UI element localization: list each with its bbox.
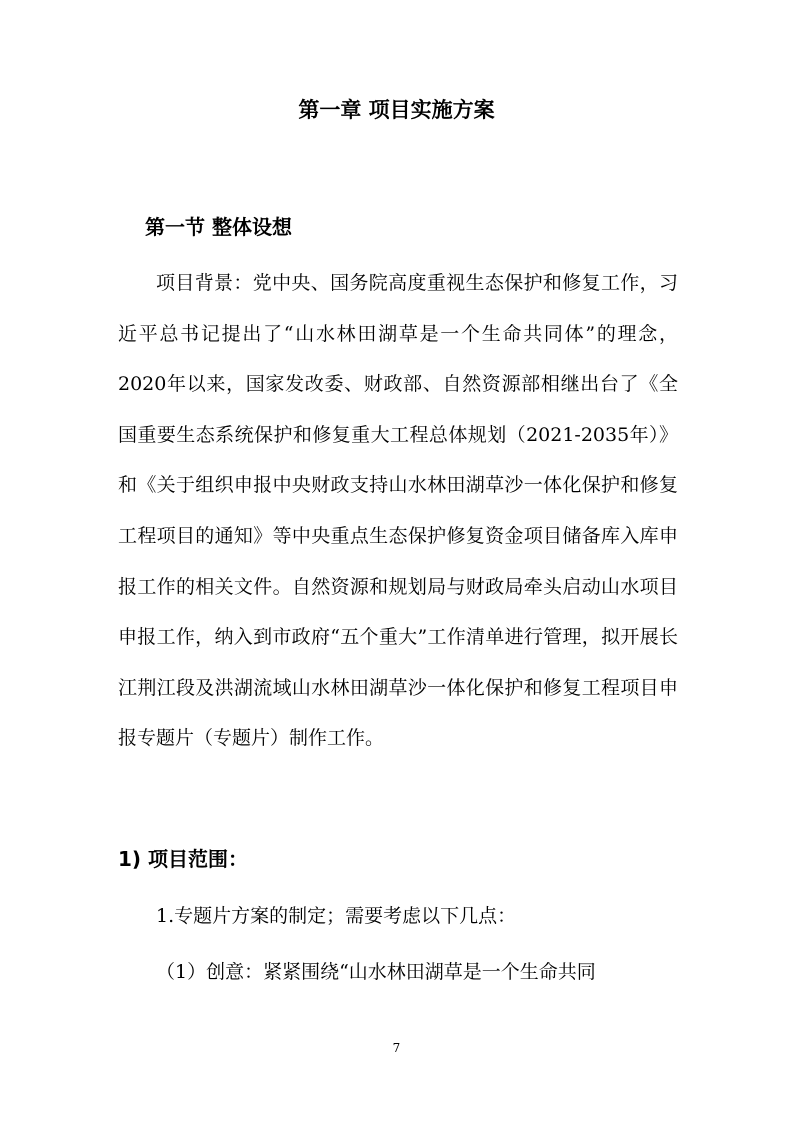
scope-title: 1) 项目范围： [118, 847, 249, 871]
background-paragraph: 项目背景：党中央、国务院高度重视生态保护和修复工作，习近平总书记提出了“山水林田湖草是一个生命共同体”的理念，2020年以来，国家发改委、财政部、自然资源部相继出台了《全国重要生态系统保护和修复重大工程总体规划（2021-2035年）》和《关于组织申报中央财政支持山水林田湖草沙一体化保护和修复工程项目的通知》等中央重点生态保护修复资金项目储备库入库申报工作的相关文件。自然资源和规划局与财政局牵头启动山水项目申报工作，纳入到市政府“五个重大”工作清单进行管理，拟开展长江荆江段及洪湖流域山水林田湖草沙一体化保护和修复工程项目申报专题片（专题片）制作工作。 [118, 272, 678, 750]
section-title: 第一节 整体设想 [145, 215, 292, 239]
scope-item-1: 1.专题片方案的制定；需要考虑以下几点： [156, 905, 517, 927]
scope-item-2: （1）创意：紧紧围绕“山水林田湖草是一个生命共同 [156, 961, 596, 983]
chapter-title: 第一章 项目实施方案 [298, 98, 495, 122]
page-number: 7 [392, 1041, 401, 1055]
